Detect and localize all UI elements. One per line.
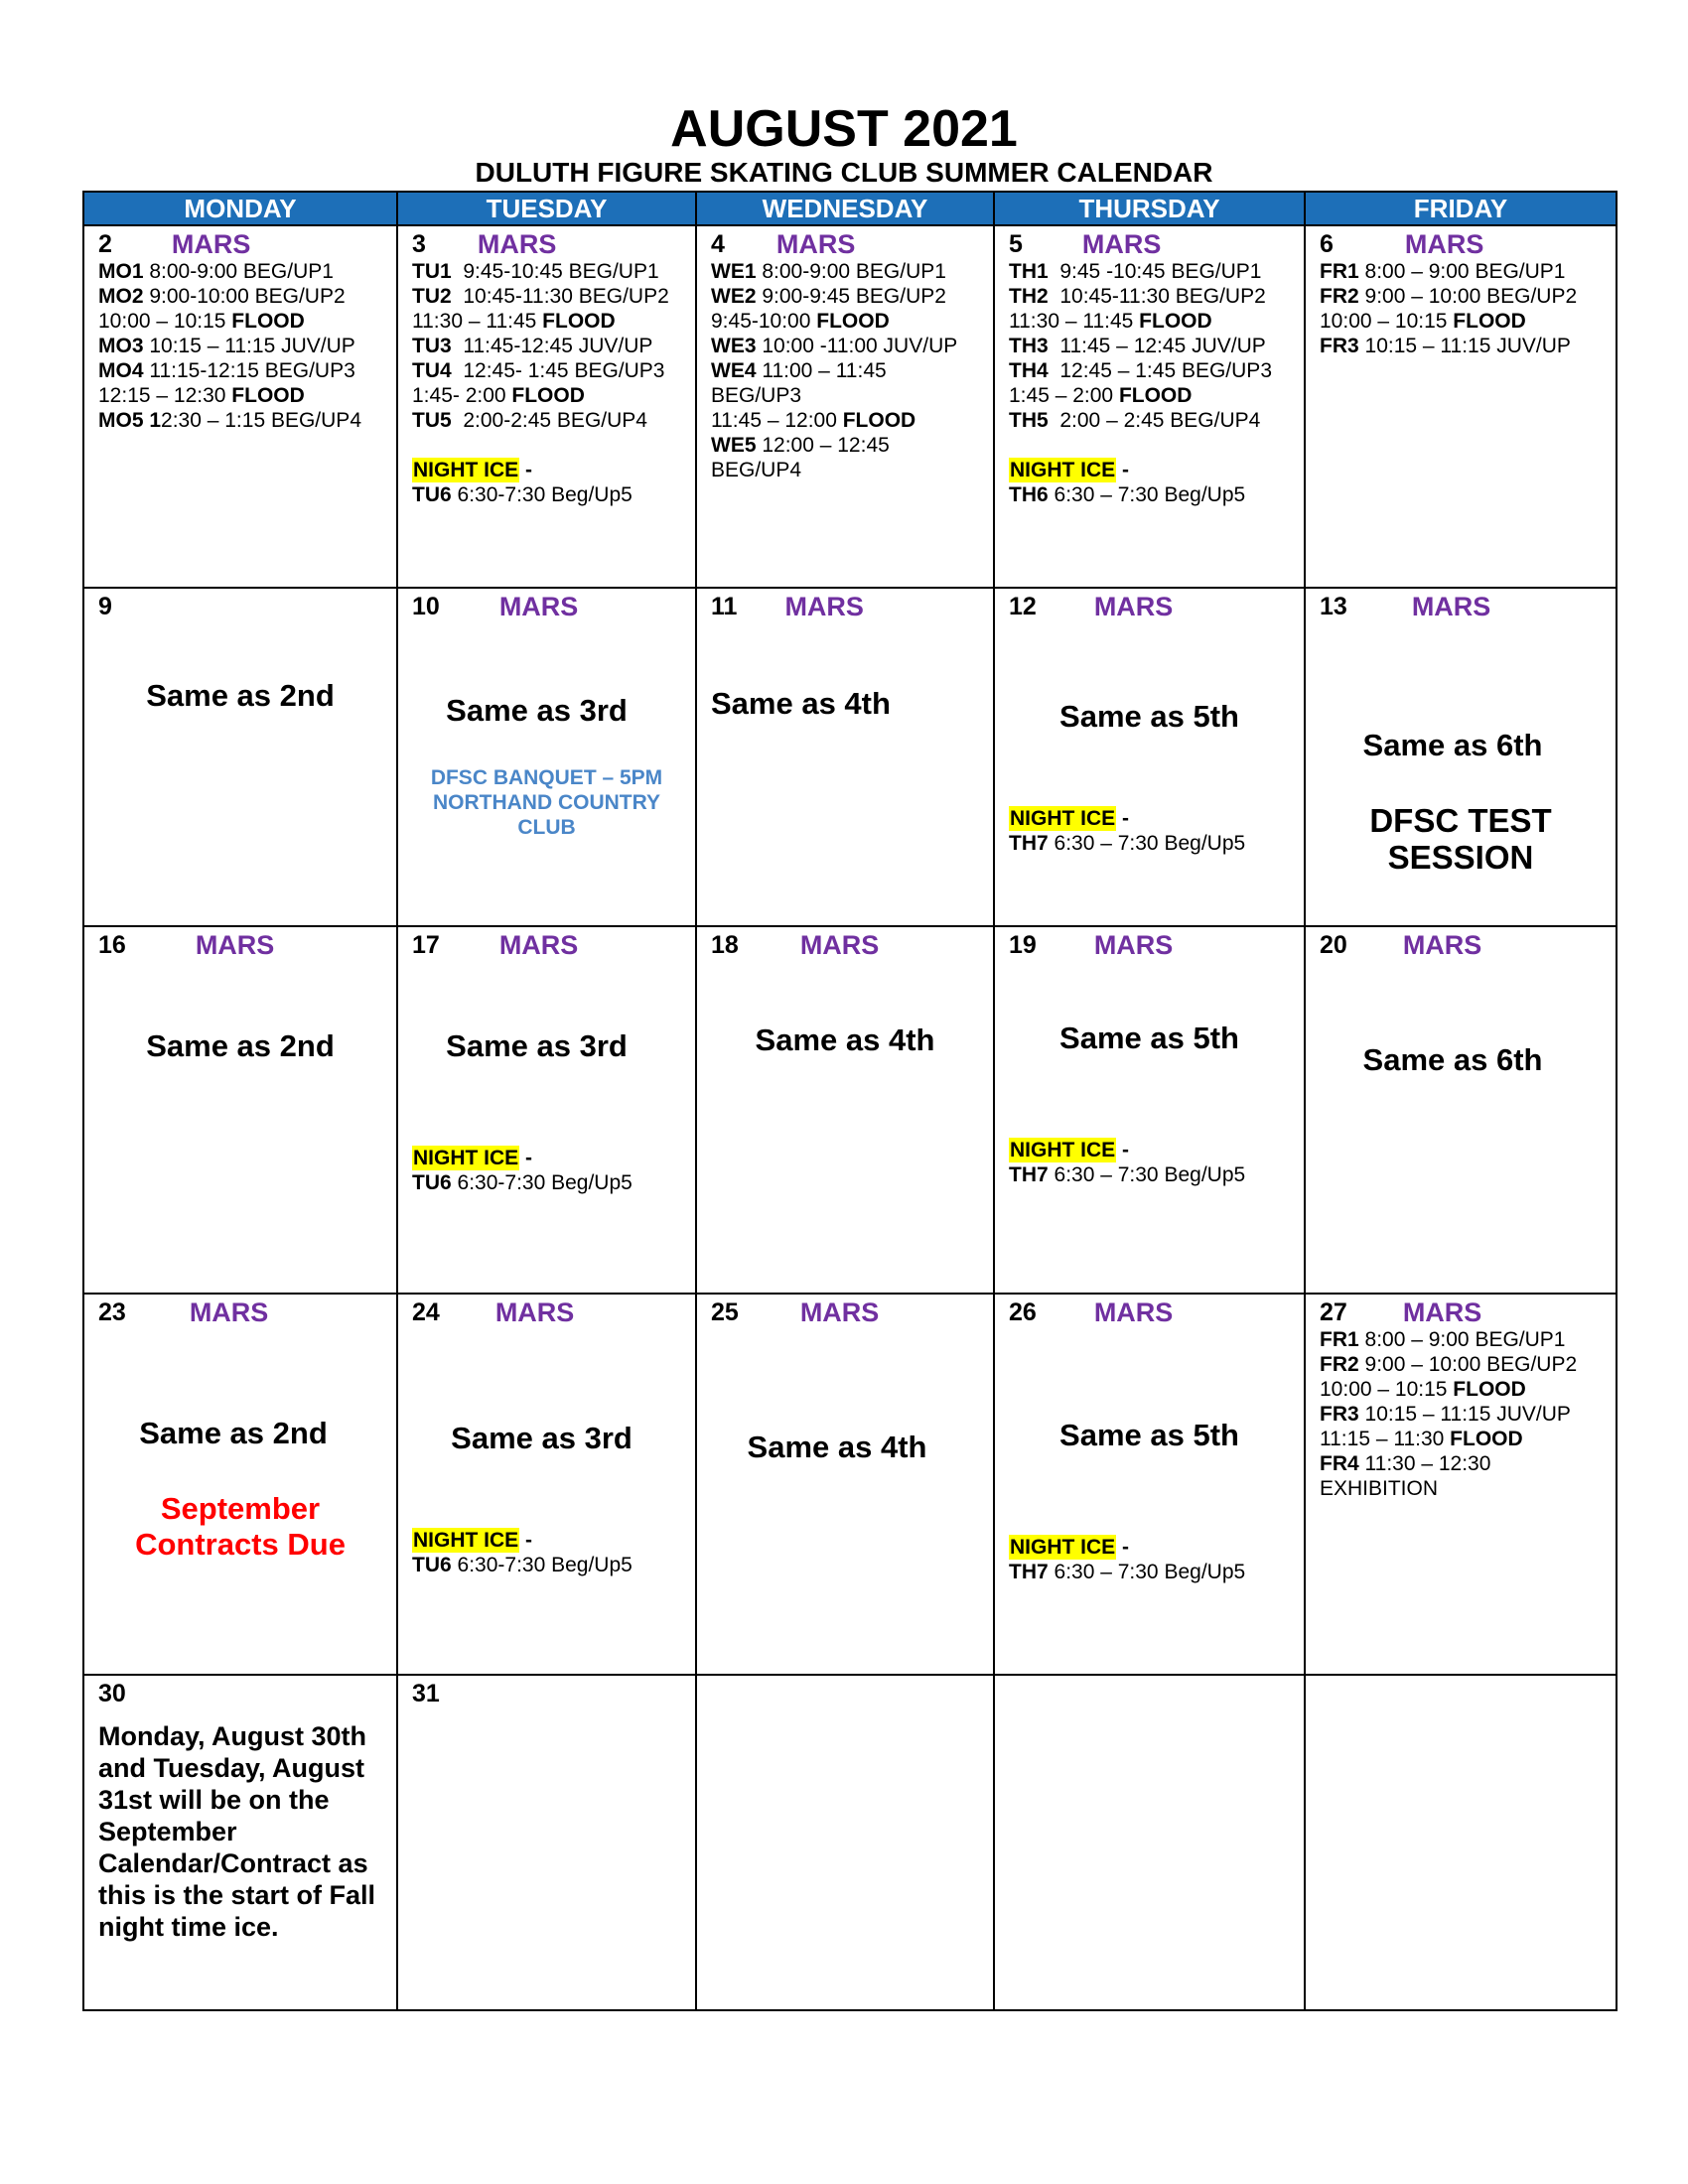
night-ice-highlight: NIGHT ICE: [1010, 1139, 1116, 1161]
same-as-text: Same as 3rd: [446, 1028, 628, 1063]
weekday-header-row: [83, 192, 1617, 225]
session-line: [711, 408, 979, 433]
day-number: 5: [1009, 230, 1023, 258]
mars-label: MARS: [189, 1297, 269, 1327]
day-number: 17: [412, 931, 440, 959]
day-number: 11: [711, 593, 738, 620]
weekday-header-monday: MONDAY: [83, 192, 397, 225]
session-time: 2:00-2:45 BEG/UP4: [451, 409, 647, 432]
session-time: 10:45-11:30 BEG/UP2: [451, 285, 669, 308]
day-cell-31: [397, 1675, 696, 2010]
day-number: 30: [98, 1680, 126, 1707]
night-ice-session: TH7 6:30 – 7:30 Beg/Up5: [1009, 832, 1246, 855]
night-ice-session: TH6 6:30 – 7:30 Beg/Up5: [1009, 483, 1246, 506]
mars-label: MARS: [1093, 592, 1174, 621]
page-subtitle: DULUTH FIGURE SKATING CLUB SUMMER CALENDAR: [475, 157, 1213, 188]
night-ice-dash: -: [1122, 1536, 1130, 1559]
mars-label: MARS: [1402, 1297, 1482, 1327]
session-code: TU2: [412, 285, 452, 308]
mars-label: MARS: [171, 229, 251, 259]
session-list: [98, 259, 382, 433]
session-code: TH5: [1009, 409, 1049, 432]
session-time: 11:00 – 11:45: [756, 359, 887, 382]
session-line: [1320, 1427, 1602, 1451]
session-code: FR4: [1320, 1452, 1359, 1475]
mars-label: MARS: [1411, 592, 1491, 621]
session-code: TH2: [1009, 285, 1049, 308]
session-code: FR3: [1320, 1403, 1359, 1426]
same-as-text: Same as 5th: [1059, 1021, 1239, 1055]
session-line: [1009, 358, 1290, 383]
same-as-text: Same as 2nd: [146, 678, 335, 713]
day-number: 27: [1320, 1298, 1347, 1326]
week-row-1: [83, 225, 1617, 588]
session-time: 11:45 – 12:45 JUV/UP: [1048, 335, 1266, 357]
session-line: [711, 259, 979, 284]
mars-label: MARS: [1093, 1297, 1174, 1327]
flood-label: FLOOD: [1453, 1378, 1526, 1401]
session-code: TH1: [1009, 260, 1049, 283]
session-line: [98, 309, 382, 334]
session-code: WE4: [711, 359, 757, 382]
day-number: 4: [711, 230, 725, 258]
session-time: 2:00 – 2:45 BEG/UP4: [1048, 409, 1261, 432]
day-cell-6: [1305, 225, 1617, 588]
session-code: MO5 1: [98, 409, 162, 432]
session-time: 2:30 – 1:15 BEG/UP4: [161, 409, 361, 432]
day-cell-2: [83, 225, 397, 588]
day-number: 20: [1320, 931, 1347, 959]
session-line: [711, 458, 979, 482]
week-row-3: [83, 926, 1617, 1294]
mars-label: MARS: [799, 930, 880, 960]
mars-label: MARS: [498, 930, 579, 960]
session-code: TH4: [1009, 359, 1049, 382]
session-code: FR3: [1320, 335, 1359, 357]
night-ice-dash: -: [1122, 807, 1130, 830]
session-time: 11:45 – 12:00: [711, 409, 843, 432]
session-time: 8:00-9:00 BEG/UP1: [756, 260, 946, 283]
night-ice-highlight: NIGHT ICE: [413, 1147, 519, 1169]
day-number: 26: [1009, 1298, 1037, 1326]
day-cell-30: [83, 1675, 397, 2010]
day-number: 25: [711, 1298, 739, 1326]
day-cell-25: [696, 1294, 994, 1675]
day-cell-12: [994, 588, 1305, 926]
session-line: [412, 383, 681, 408]
night-ice-dash: -: [525, 1147, 533, 1169]
flood-label: FLOOD: [511, 384, 585, 407]
session-time: 10:45-11:30 BEG/UP2: [1048, 285, 1266, 308]
session-line: [98, 408, 382, 433]
day-number: 12: [1009, 593, 1037, 620]
same-as-text: Same as 2nd: [146, 1028, 335, 1063]
session-line: [1320, 1352, 1602, 1377]
session-code: FR2: [1320, 285, 1359, 308]
same-as-text: Same as 2nd: [139, 1416, 328, 1450]
day-cell-17: [397, 926, 696, 1294]
flood-label: FLOOD: [842, 409, 916, 432]
session-line: [1009, 383, 1290, 408]
mars-label: MARS: [195, 930, 275, 960]
calendar-table: [82, 191, 1618, 2011]
session-time: 9:00-9:45 BEG/UP2: [756, 285, 946, 308]
session-time: 10:15 – 11:15 JUV/UP: [1358, 335, 1571, 357]
day-cell-19: [994, 926, 1305, 1294]
day-number: 2: [98, 230, 112, 258]
week-row-2: [83, 588, 1617, 926]
test-session-note: DFSC TEST SESSION: [1369, 802, 1552, 876]
day-cell-23: [83, 1294, 397, 1675]
session-code: WE3: [711, 335, 757, 357]
mars-label: MARS: [494, 1297, 575, 1327]
week-row-5: [83, 1675, 1617, 2010]
session-line: [98, 284, 382, 309]
day-number: 6: [1320, 230, 1334, 258]
night-ice-highlight: NIGHT ICE: [1010, 807, 1116, 830]
mars-label: MARS: [1093, 930, 1174, 960]
flood-label: FLOOD: [231, 384, 305, 407]
session-code: FR2: [1320, 1353, 1359, 1376]
session-time: 9:00-10:00 BEG/UP2: [143, 285, 346, 308]
day-number: 9: [98, 593, 112, 620]
session-time: 12:45 – 1:45 BEG/UP3: [1048, 359, 1272, 382]
session-list: [1320, 259, 1602, 358]
night-ice-highlight: NIGHT ICE: [1010, 1536, 1116, 1559]
same-as-text: Same as 4th: [755, 1023, 935, 1057]
session-time: 1:45 – 2:00: [1009, 384, 1119, 407]
session-line: [1009, 259, 1290, 284]
session-time: 1:45- 2:00: [412, 384, 512, 407]
session-time: 11:30 – 12:30: [1358, 1452, 1491, 1475]
session-time: 9:00 – 10:00 BEG/UP2: [1358, 1353, 1578, 1376]
mars-label: MARS: [1081, 229, 1162, 259]
night-ice-highlight: NIGHT ICE: [1010, 459, 1116, 481]
session-line: [1009, 334, 1290, 358]
session-line: [711, 433, 979, 458]
session-time: 10:15 – 11:15 JUV/UP: [143, 335, 355, 357]
session-line: [1320, 309, 1602, 334]
night-ice-session: TU6 6:30-7:30 Beg/Up5: [412, 1554, 633, 1576]
session-line: [1009, 284, 1290, 309]
day-cell-18: [696, 926, 994, 1294]
session-time: 10:00 – 10:15: [1320, 1378, 1454, 1401]
session-time: 9:00 – 10:00 BEG/UP2: [1358, 285, 1578, 308]
session-line: [98, 358, 382, 383]
day-cell-9: [83, 588, 397, 926]
mars-label: MARS: [1402, 930, 1482, 960]
session-code: FR1: [1320, 1328, 1359, 1351]
week-row-4: [83, 1294, 1617, 1675]
flood-label: FLOOD: [1450, 1428, 1523, 1450]
flood-label: FLOOD: [1453, 310, 1526, 333]
session-time: 10:00 -11:00 JUV/UP: [756, 335, 958, 357]
same-as-text: Same as 4th: [747, 1430, 927, 1464]
session-line: [98, 259, 382, 284]
flood-label: FLOOD: [1118, 384, 1193, 407]
session-line: [412, 334, 681, 358]
flood-label: FLOOD: [816, 310, 890, 333]
session-line: [711, 309, 979, 334]
session-line: [412, 408, 681, 433]
session-line: [711, 334, 979, 358]
night-ice-session: TH7 6:30 – 7:30 Beg/Up5: [1009, 1561, 1246, 1583]
session-line: [98, 334, 382, 358]
session-line: [1320, 1327, 1602, 1352]
same-as-text: Same as 3rd: [446, 693, 628, 728]
mars-label: MARS: [498, 592, 579, 621]
session-time: EXHIBITION: [1320, 1477, 1439, 1500]
same-as-text: Same as 6th: [1362, 1042, 1543, 1077]
weekday-header-wednesday: WEDNESDAY: [696, 192, 994, 225]
session-time: 11:15 – 11:30: [1320, 1428, 1451, 1450]
session-time: BEG/UP4: [711, 459, 802, 481]
day-cell-20: [1305, 926, 1617, 1294]
night-ice-dash: -: [1122, 1139, 1130, 1161]
session-time: 9:45 -10:45 BEG/UP1: [1048, 260, 1262, 283]
session-line: [711, 284, 979, 309]
session-code: TH3: [1009, 335, 1049, 357]
session-time: 10:00 – 10:15: [98, 310, 232, 333]
mars-label: MARS: [775, 229, 856, 259]
session-line: [1320, 284, 1602, 309]
night-ice-dash: -: [525, 459, 533, 481]
day-cell-10: [397, 588, 696, 926]
day-number: 13: [1320, 593, 1347, 620]
session-code: TU3: [412, 335, 452, 357]
session-line: [412, 284, 681, 309]
session-time: 11:45-12:45 JUV/UP: [451, 335, 653, 357]
fall-transition-note: Monday, August 30th and Tuesday, August 31st will be on the September Calendar/Contract as this is the start of Fall night time ice.: [98, 1721, 376, 1942]
night-ice-highlight: NIGHT ICE: [413, 1529, 519, 1552]
session-line: [1009, 309, 1290, 334]
session-time: 12:00 – 12:45: [756, 434, 890, 457]
session-line: [1320, 1377, 1602, 1402]
banquet-note: DFSC BANQUET – 5PM NORTHAND COUNTRY CLUB: [430, 766, 663, 839]
session-list: [1320, 1327, 1602, 1501]
night-ice-dash: -: [525, 1529, 533, 1552]
empty-day-cell: [1305, 1675, 1617, 2010]
mars-label: MARS: [784, 592, 864, 621]
session-time: 10:15 – 11:15 JUV/UP: [1358, 1403, 1571, 1426]
night-ice-session: TU6 6:30-7:30 Beg/Up5: [412, 1171, 633, 1194]
day-number: 23: [98, 1298, 126, 1326]
mars-label: MARS: [477, 229, 557, 259]
session-code: MO2: [98, 285, 144, 308]
day-cell-5: [994, 225, 1305, 588]
weekday-header-thursday: THURSDAY: [994, 192, 1305, 225]
day-cell-3: [397, 225, 696, 588]
empty-day-cell: [994, 1675, 1305, 2010]
session-code: FR1: [1320, 260, 1359, 283]
same-as-text: Same as 6th: [1362, 728, 1543, 762]
session-code: WE1: [711, 260, 757, 283]
session-time: 11:15-12:15 BEG/UP3: [143, 359, 355, 382]
weekday-header-tuesday: TUESDAY: [397, 192, 696, 225]
session-line: [1320, 1402, 1602, 1427]
flood-label: FLOOD: [1139, 310, 1212, 333]
session-time: 8:00 – 9:00 BEG/UP1: [1358, 1328, 1566, 1351]
mars-label: MARS: [1404, 229, 1484, 259]
session-time: 12:45- 1:45 BEG/UP3: [451, 359, 665, 382]
session-line: [412, 358, 681, 383]
session-time: 12:15 – 12:30: [98, 384, 232, 407]
session-code: WE5: [711, 434, 757, 457]
session-time: 10:00 – 10:15: [1320, 310, 1454, 333]
day-cell-24: [397, 1294, 696, 1675]
session-code: WE2: [711, 285, 757, 308]
session-line: [1320, 1476, 1602, 1501]
weekday-header-friday: FRIDAY: [1305, 192, 1617, 225]
night-ice-session: TH7 6:30 – 7:30 Beg/Up5: [1009, 1163, 1246, 1186]
day-cell-11: [696, 588, 994, 926]
session-code: TU5: [412, 409, 452, 432]
session-code: MO1: [98, 260, 144, 283]
day-cell-16: [83, 926, 397, 1294]
day-cell-27: [1305, 1294, 1617, 1675]
flood-label: FLOOD: [231, 310, 305, 333]
day-cell-13: [1305, 588, 1617, 926]
empty-day-cell: [696, 1675, 994, 2010]
session-time: 11:30 – 11:45: [1009, 310, 1140, 333]
same-as-text: Same as 5th: [1059, 1418, 1239, 1452]
day-number: 24: [412, 1298, 440, 1326]
session-time: 9:45-10:45 BEG/UP1: [451, 260, 659, 283]
day-cell-26: [994, 1294, 1305, 1675]
session-line: [412, 259, 681, 284]
day-number: 16: [98, 931, 126, 959]
session-line: [98, 383, 382, 408]
session-code: TU4: [412, 359, 452, 382]
session-line: [1009, 408, 1290, 433]
session-time: 11:30 – 11:45: [412, 310, 543, 333]
session-time: BEG/UP3: [711, 384, 802, 407]
session-line: [1320, 259, 1602, 284]
night-ice-session: TU6 6:30-7:30 Beg/Up5: [412, 483, 633, 506]
session-time: 9:45-10:00: [711, 310, 817, 333]
session-time: 8:00 – 9:00 BEG/UP1: [1358, 260, 1566, 283]
mars-label: MARS: [799, 1297, 880, 1327]
session-line: [711, 383, 979, 408]
session-list: [412, 259, 681, 433]
flood-label: FLOOD: [542, 310, 616, 333]
day-number: 31: [412, 1680, 440, 1707]
day-number: 19: [1009, 931, 1037, 959]
session-line: [412, 309, 681, 334]
day-number: 10: [412, 593, 440, 620]
session-list: [711, 259, 979, 482]
day-cell-4: [696, 225, 994, 588]
session-code: MO3: [98, 335, 144, 357]
same-as-text: Same as 4th: [711, 686, 891, 721]
night-ice-dash: -: [1122, 459, 1130, 481]
night-ice-highlight: NIGHT ICE: [413, 459, 519, 481]
session-line: [1320, 1451, 1602, 1476]
day-number: 3: [412, 230, 426, 258]
same-as-text: Same as 3rd: [451, 1421, 633, 1455]
session-code: MO4: [98, 359, 144, 382]
session-code: TU1: [412, 260, 452, 283]
session-time: 8:00-9:00 BEG/UP1: [143, 260, 334, 283]
contracts-due-note: September Contracts Due: [135, 1491, 346, 1562]
page-title: AUGUST 2021: [670, 100, 1018, 158]
same-as-text: Same as 5th: [1059, 699, 1239, 734]
session-line: [711, 358, 979, 383]
session-list: [1009, 259, 1290, 433]
session-line: [1320, 334, 1602, 358]
day-number: 18: [711, 931, 739, 959]
